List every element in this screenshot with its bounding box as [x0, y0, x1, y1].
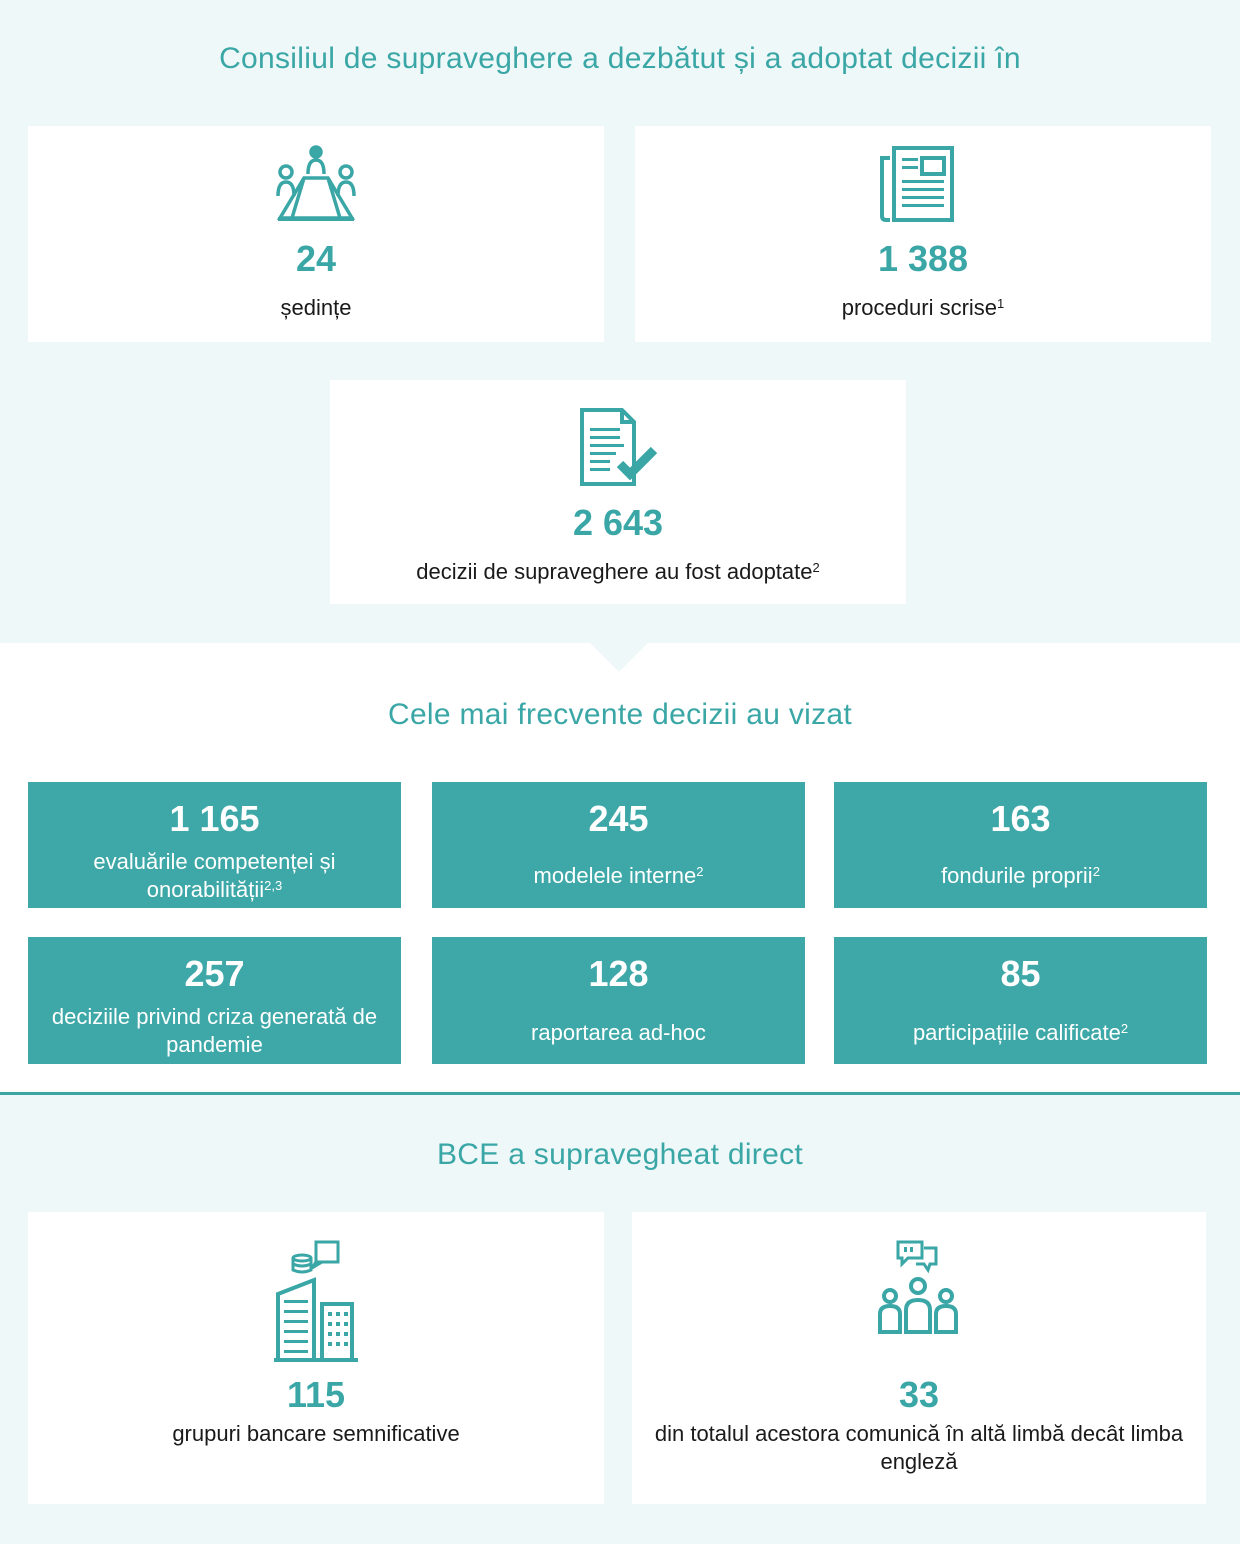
tile-qualifying-holdings — [834, 937, 1207, 1064]
meetings-value: 24 — [295, 238, 337, 279]
tile-own-funds — [834, 782, 1207, 908]
banking-groups-card — [28, 1212, 604, 1504]
tile-value: 163 — [990, 798, 1051, 839]
banking-groups-label: grupuri bancare semnificative — [172, 1421, 460, 1446]
tile-value: 1 165 — [169, 798, 260, 839]
language-groups-card — [632, 1212, 1206, 1504]
tile-value: 245 — [588, 798, 649, 839]
panel-notch — [590, 643, 648, 672]
section3-title: BCE a supravegheat direct — [436, 1138, 804, 1171]
banking-groups-value: 115 — [286, 1374, 346, 1415]
section2-title: Cele mai frecvente decizii au vizat — [387, 698, 853, 731]
tile-label: raportarea ad-hoc — [531, 1020, 706, 1045]
decisions-label: decizii de supraveghere au fost adoptate$^2$ — [416, 559, 820, 584]
section1-title: Consiliul de supraveghere a dezbătut și a adoptat decizii în — [219, 42, 1021, 75]
decisions-value: 2 643 — [572, 502, 664, 543]
written-procedures-card — [635, 126, 1211, 342]
section-divider — [0, 1092, 1240, 1095]
newspaper-icon — [878, 144, 958, 224]
tile-value: 257 — [184, 953, 245, 994]
tile-value: 128 — [588, 953, 649, 994]
decisions-card — [330, 380, 906, 604]
tile-label: fondurile proprii$^2$ — [941, 863, 1100, 888]
people-speech-icon — [878, 1240, 958, 1334]
language-groups-label: din totalul acestora comunică în altă limbă decât limba engleză — [654, 1421, 1184, 1474]
document-check-icon — [578, 406, 660, 488]
written-procedures-value: 1 388 — [877, 238, 969, 279]
tile-pandemic — [28, 937, 401, 1064]
tile-value: 85 — [1000, 953, 1041, 994]
tile-label: deciziile privind criza generată de pandemie — [51, 1004, 378, 1057]
meetings-card — [28, 126, 604, 342]
language-groups-value: 33 — [898, 1374, 940, 1415]
tile-internal-models — [432, 782, 805, 908]
written-procedures-label: proceduri scrise$^1$ — [841, 295, 1005, 320]
tile-label: evaluările competenței și onorabilității$^{2,3}$ — [93, 849, 336, 902]
bank-buildings-icon — [274, 1238, 358, 1362]
meeting-table-icon — [276, 144, 356, 224]
tile-adhoc-reporting — [432, 937, 805, 1064]
meetings-label: ședințe — [280, 295, 352, 320]
tile-fit-and-proper — [28, 782, 401, 908]
tile-label: modelele interne$^2$ — [533, 863, 704, 888]
tile-label: participațiile calificate$^2$ — [912, 1020, 1129, 1045]
